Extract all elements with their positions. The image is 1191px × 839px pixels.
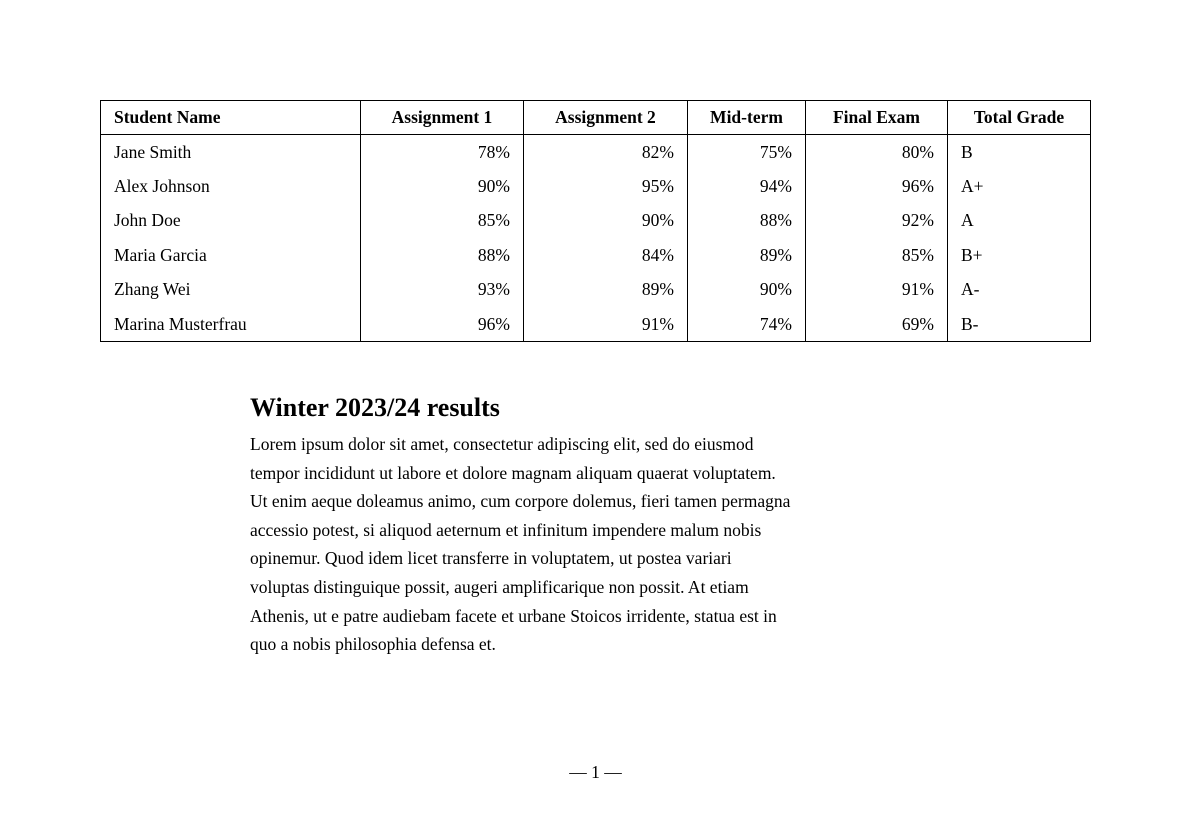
table-cell: 84% bbox=[524, 238, 688, 273]
table-cell: Zhang Wei bbox=[114, 279, 191, 300]
table-cell: 91% bbox=[524, 307, 688, 342]
table-cell: 74% bbox=[688, 307, 806, 342]
table-cell: 69% bbox=[806, 307, 948, 342]
table-cell: Marina Musterfrau bbox=[114, 313, 247, 334]
table-cell: 90% bbox=[688, 273, 806, 308]
body-line: quo a nobis philosophia defensa et. bbox=[250, 634, 496, 655]
table-cell: B+ bbox=[948, 238, 1091, 273]
grades-table bbox=[100, 100, 1091, 342]
results-article bbox=[250, 393, 960, 659]
table-cell: 89% bbox=[524, 273, 688, 308]
table-row bbox=[101, 204, 1091, 239]
table-cell: 90% bbox=[524, 204, 688, 239]
table-cell: 93% bbox=[361, 273, 524, 308]
table-cell: 94% bbox=[688, 169, 806, 204]
body-line: Ut enim aeque doleamus animo, cum corpore dolemus, fieri tamen permagna bbox=[250, 491, 791, 512]
column-header: Mid-term bbox=[688, 101, 806, 135]
table-body bbox=[101, 135, 1091, 342]
table-cell: 85% bbox=[361, 204, 524, 239]
table-header-row bbox=[101, 101, 1091, 135]
table-cell: 96% bbox=[806, 169, 948, 204]
table-row bbox=[101, 135, 1091, 170]
column-header: Assignment 2 bbox=[524, 101, 688, 135]
table-row bbox=[101, 169, 1091, 204]
table-cell: A+ bbox=[948, 169, 1091, 204]
column-header: Assignment 1 bbox=[361, 101, 524, 135]
table-cell: A bbox=[948, 204, 1091, 239]
column-header: Student Name bbox=[114, 107, 221, 127]
section-heading: Winter 2023/24 results bbox=[250, 393, 500, 422]
table-cell: 95% bbox=[524, 169, 688, 204]
table-cell: 90% bbox=[361, 169, 524, 204]
table-cell: 78% bbox=[361, 135, 524, 170]
table-row bbox=[101, 273, 1091, 308]
body-paragraph bbox=[250, 430, 960, 659]
column-header: Total Grade bbox=[948, 101, 1091, 135]
table-cell: 89% bbox=[688, 238, 806, 273]
table-cell: 82% bbox=[524, 135, 688, 170]
table-cell: 80% bbox=[806, 135, 948, 170]
column-header: Final Exam bbox=[806, 101, 948, 135]
table-cell: 85% bbox=[806, 238, 948, 273]
body-line: opinemur. Quod idem licet transferre in voluptatem, ut postea variari bbox=[250, 548, 732, 569]
table-cell: Jane Smith bbox=[114, 141, 192, 162]
table-cell: Alex Johnson bbox=[114, 175, 210, 196]
table-row bbox=[101, 238, 1091, 273]
table-cell: 92% bbox=[806, 204, 948, 239]
table-cell: 91% bbox=[806, 273, 948, 308]
table-cell: 75% bbox=[688, 135, 806, 170]
table-cell: 88% bbox=[361, 238, 524, 273]
table-cell: B bbox=[948, 135, 1091, 170]
body-line: tempor incididunt ut labore et dolore magnam aliquam quaerat voluptatem. bbox=[250, 462, 776, 483]
table-cell: Maria Garcia bbox=[114, 244, 207, 265]
body-line: voluptas distinguique possit, augeri amplificarique non possit. At etiam bbox=[250, 576, 749, 597]
body-line: accessio potest, si aliquod aeternum et infinitum impendere malum nobis bbox=[250, 519, 762, 540]
table-cell: A- bbox=[948, 273, 1091, 308]
table-cell: John Doe bbox=[114, 210, 181, 231]
table-cell: B- bbox=[948, 307, 1091, 342]
body-line: Lorem ipsum dolor sit amet, consectetur adipiscing elit, sed do eiusmod bbox=[250, 434, 754, 454]
table-cell: 96% bbox=[361, 307, 524, 342]
table-cell: 88% bbox=[688, 204, 806, 239]
page-number: — 1 — bbox=[569, 762, 622, 782]
body-line: Athenis, ut e patre audiebam facete et urbane Stoicos irridente, statua est in bbox=[250, 605, 777, 626]
table-row bbox=[101, 307, 1091, 342]
